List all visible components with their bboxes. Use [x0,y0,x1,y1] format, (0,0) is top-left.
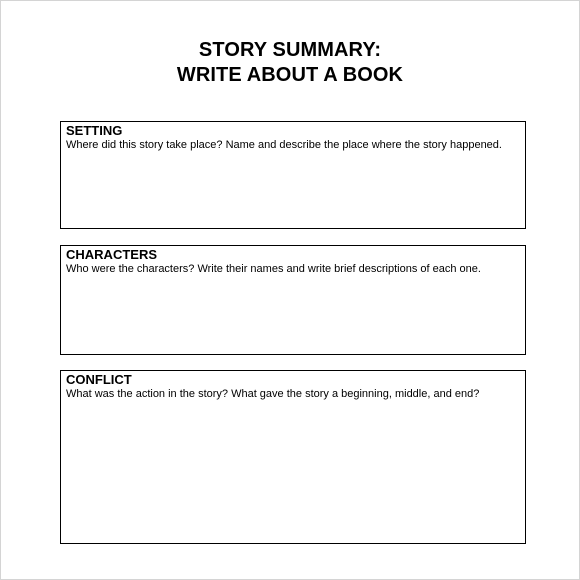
title-line-1: STORY SUMMARY: [198,39,382,61]
conflict-answer-area[interactable] [62,405,524,542]
setting-heading: SETTING [66,123,123,138]
characters-prompt: Who were the characters? Write their names and write brief descriptions of each one. [66,263,481,275]
conflict-prompt: What was the action in the story? What gave the story a beginning, middle, and end? [66,388,480,400]
conflict-section [60,370,526,544]
conflict-heading: CONFLICT [66,372,132,387]
setting-prompt: Where did this story take place? Name and describe the place where the story happened. [66,139,502,151]
setting-section [60,121,526,229]
title-line-2: WRITE ABOUT A BOOK [176,64,404,86]
page-title [1,38,579,88]
characters-heading: CHARACTERS [66,247,157,262]
setting-answer-area[interactable] [62,168,524,227]
characters-section [60,245,526,355]
characters-answer-area[interactable] [62,280,524,353]
